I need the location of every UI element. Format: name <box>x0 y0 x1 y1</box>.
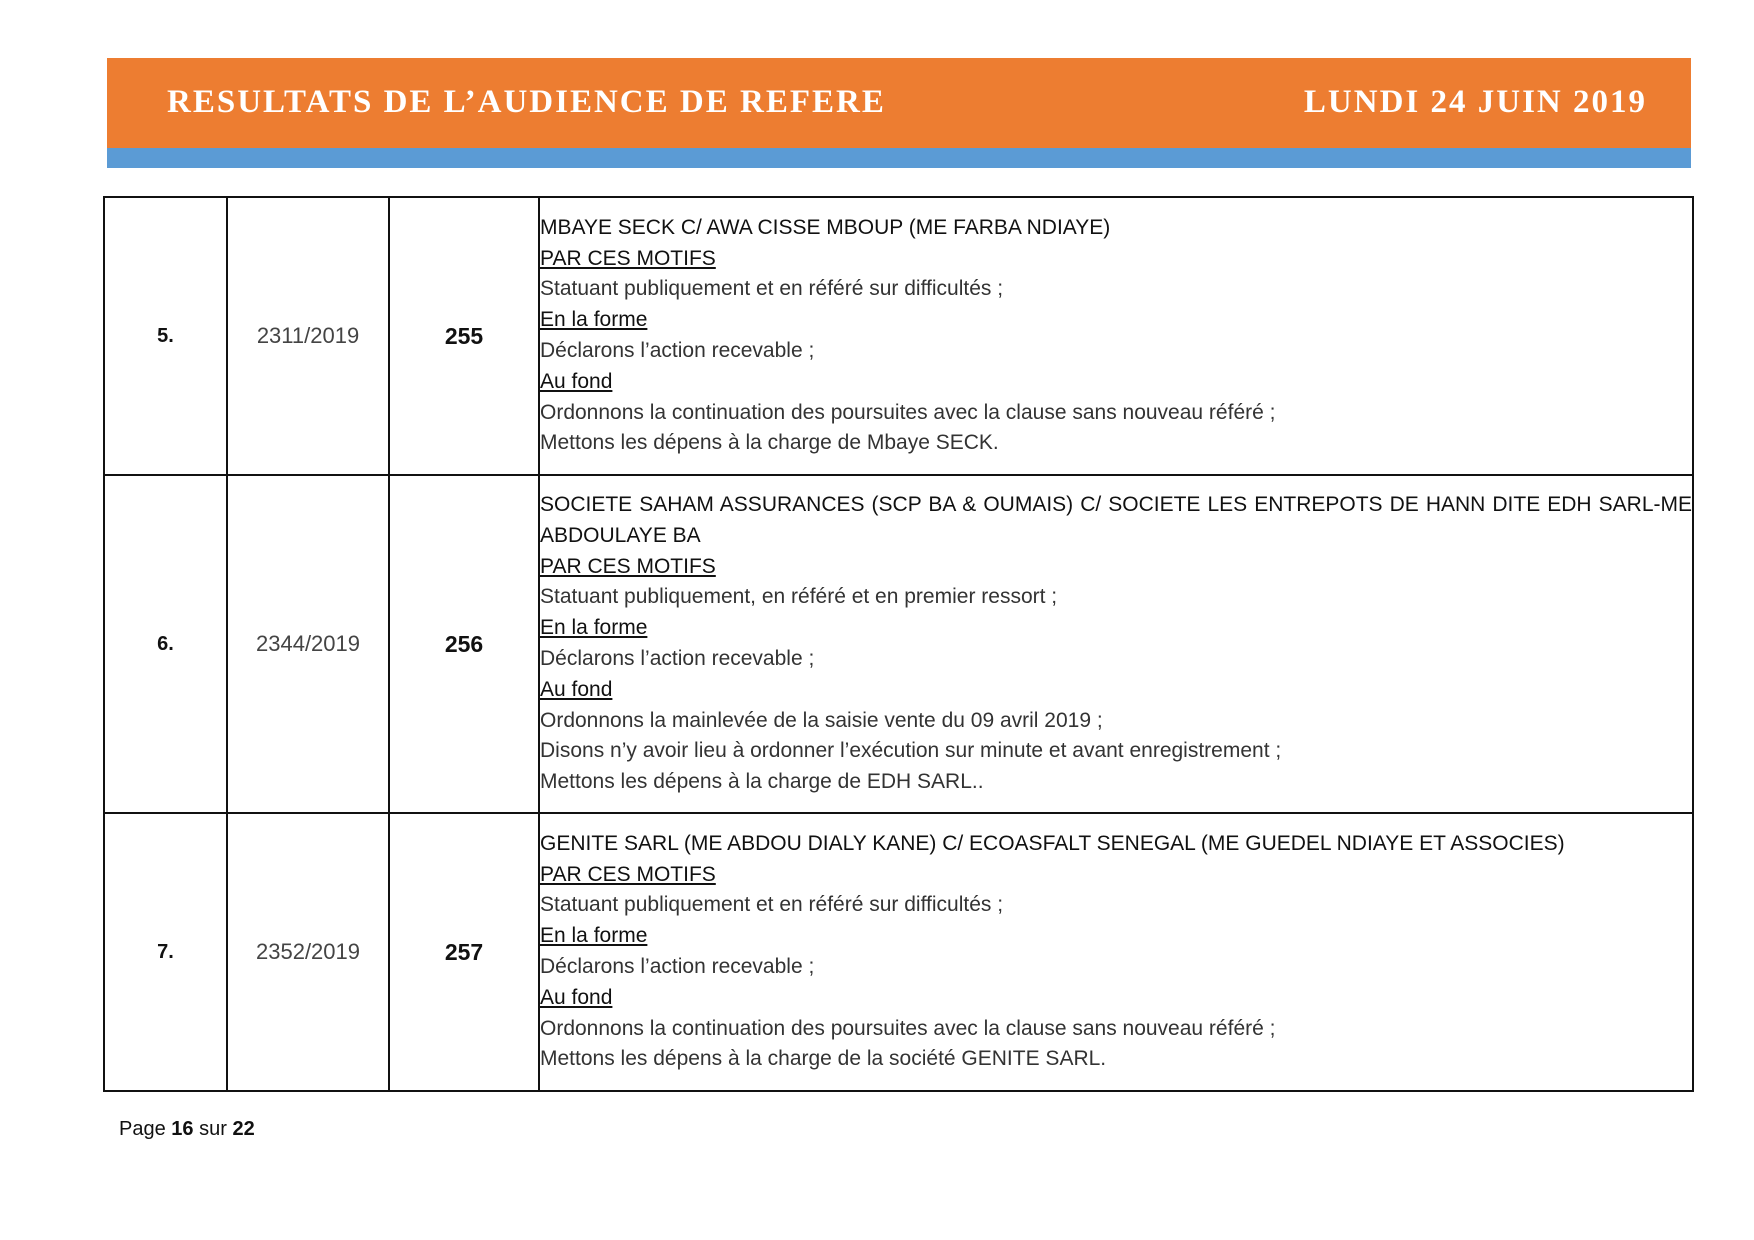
row-number: 6. <box>104 475 227 813</box>
total-page-count: 22 <box>232 1118 255 1140</box>
statuant-text: Statuant publiquement, en référé et en premier ressort ; <box>540 585 1058 609</box>
decision-number: 255 <box>389 197 539 475</box>
table-row <box>104 197 1693 475</box>
case-number: 2344/2019 <box>227 475 389 813</box>
decision-number: 257 <box>389 813 539 1091</box>
case-number: 2352/2019 <box>227 813 389 1091</box>
sur-word: sur <box>199 1118 227 1140</box>
forme-heading: En la forme <box>540 616 648 640</box>
hearing-date: LUNDI 24 JUIN 2019 <box>1303 84 1647 120</box>
header-accent-strip <box>107 148 1691 168</box>
table-row <box>104 475 1693 813</box>
case-number: 2311/2019 <box>227 197 389 475</box>
row-number: 5. <box>104 197 227 475</box>
fond-heading: Au fond <box>540 369 613 393</box>
fond-line: Mettons les dépens à la charge de EDH SARL.. <box>540 770 984 794</box>
header-banner <box>107 58 1691 148</box>
document-title: RESULTATS DE L’AUDIENCE DE REFERE <box>167 84 886 120</box>
statuant-text: Statuant publiquement et en référé sur difficultés ; <box>540 277 1004 301</box>
table-row <box>104 813 1693 1091</box>
forme-heading: En la forme <box>540 308 648 332</box>
forme-text: Déclarons l’action recevable ; <box>540 955 815 978</box>
ruling-cell <box>539 813 1693 1091</box>
forme-text: Déclarons l’action recevable ; <box>540 647 815 670</box>
page-footer <box>119 1118 255 1141</box>
motifs-heading: PAR CES MOTIFS <box>540 246 716 270</box>
parties: GENITE SARL (ME ABDOU DIALY KANE) C/ ECOASFALT SENEGAL (ME GUEDEL NDIAYE ET ASSOCIES) <box>540 831 1565 855</box>
fond-line: Ordonnons la continuation des poursuites avec la clause sans nouveau référé ; <box>540 1016 1276 1040</box>
decision-number: 256 <box>389 475 539 813</box>
ruling-cell <box>539 475 1693 813</box>
motifs-heading: PAR CES MOTIFS <box>540 554 716 578</box>
forme-text: Déclarons l’action recevable ; <box>540 339 815 362</box>
fond-line: Ordonnons la continuation des poursuites avec la clause sans nouveau référé ; <box>540 400 1276 424</box>
fond-line: Disons n’y avoir lieu à ordonner l’exécution sur minute et avant enregistrement ; <box>540 739 1282 763</box>
row-number: 7. <box>104 813 227 1091</box>
parties: MBAYE SECK C/ AWA CISSE MBOUP (ME FARBA NDIAYE) <box>540 215 1111 239</box>
fond-heading: Au fond <box>540 985 613 1009</box>
statuant-text: Statuant publiquement et en référé sur difficultés ; <box>540 893 1004 917</box>
parties: SOCIETE SAHAM ASSURANCES (SCP BA & OUMAIS) C/ SOCIETE LES ENTREPOTS DE HANN DITE EDH SARL-ME ABDOULAYE BA <box>540 493 1692 547</box>
fond-line: Mettons les dépens à la charge de Mbaye SECK. <box>540 431 999 455</box>
page-word: Page <box>119 1118 166 1140</box>
current-page-number: 16 <box>171 1118 194 1140</box>
ruling-cell <box>539 197 1693 475</box>
motifs-heading: PAR CES MOTIFS <box>540 862 716 886</box>
fond-line: Mettons les dépens à la charge de la société GENITE SARL. <box>540 1047 1107 1071</box>
fond-line: Ordonnons la mainlevée de la saisie vente du 09 avril 2019 ; <box>540 708 1103 732</box>
forme-heading: En la forme <box>540 924 648 948</box>
results-table <box>103 196 1694 1092</box>
fond-heading: Au fond <box>540 677 613 701</box>
